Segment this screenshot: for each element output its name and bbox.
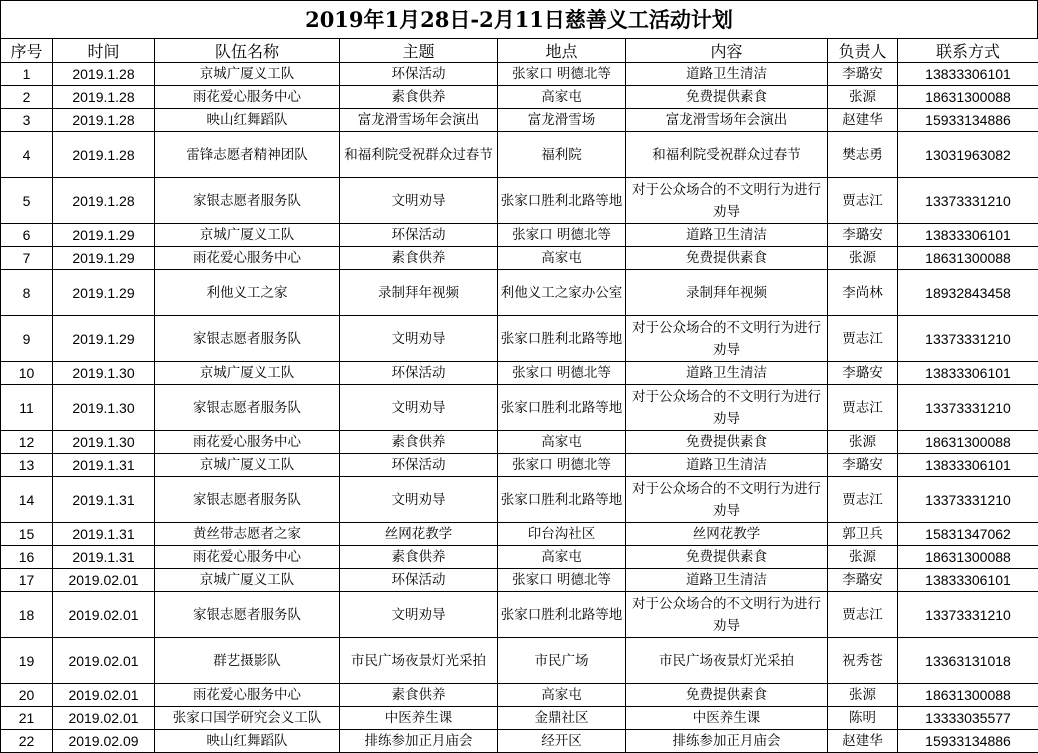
cell-no: 18 [1,592,53,638]
cell-place: 利他义工之家办公室 [498,270,626,316]
cell-content: 市民广场夜景灯光采拍 [626,638,828,684]
cell-content: 丝网花教学 [626,523,828,546]
cell-place: 经开区 [498,730,626,753]
cell-theme: 录制拜年视频 [340,270,498,316]
table-row [1,247,1038,270]
cell-content: 和福利院受祝群众过春节 [626,132,828,178]
cell-theme: 素食供养 [340,86,498,109]
cell-date: 2019.1.30 [53,362,155,385]
table-row [1,431,1038,454]
cell-content: 对于公众场合的不文明行为进行劝导 [626,178,828,224]
cell-place: 富龙滑雪场 [498,109,626,132]
cell-theme: 文明劝导 [340,385,498,431]
cell-place: 高家屯 [498,684,626,707]
cell-team: 雨花爱心服务中心 [155,684,340,707]
cell-content: 对于公众场合的不文明行为进行劝导 [626,477,828,523]
cell-leader: 赵建华 [828,109,898,132]
cell-content: 免费提供素食 [626,684,828,707]
cell-content: 对于公众场合的不文明行为进行劝导 [626,316,828,362]
cell-no: 1 [1,63,53,86]
cell-leader: 张源 [828,546,898,569]
cell-phone: 13833306101 [898,63,1038,86]
cell-place: 高家屯 [498,546,626,569]
cell-date: 2019.02.01 [53,569,155,592]
cell-team: 群艺摄影队 [155,638,340,684]
cell-no: 11 [1,385,53,431]
cell-place: 金鼎社区 [498,707,626,730]
cell-phone: 15933134886 [898,730,1038,753]
cell-place: 张家口 明德北等 [498,569,626,592]
cell-content: 对于公众场合的不文明行为进行劝导 [626,592,828,638]
sheet-title: 2019年1月28日-2月11日慈善义工活动计划 [0,0,1038,38]
cell-leader: 贾志江 [828,178,898,224]
table-row [1,316,1038,362]
cell-place: 市民广场 [498,638,626,684]
table-row [1,86,1038,109]
cell-phone: 18631300088 [898,86,1038,109]
cell-leader: 贾志江 [828,592,898,638]
cell-theme: 素食供养 [340,684,498,707]
cell-leader: 李璐安 [828,454,898,477]
cell-place: 张家口 明德北等 [498,224,626,247]
cell-theme: 素食供养 [340,546,498,569]
cell-leader: 樊志勇 [828,132,898,178]
cell-content: 道路卫生清洁 [626,224,828,247]
cell-theme: 排练参加正月庙会 [340,730,498,753]
cell-content: 道路卫生清洁 [626,569,828,592]
table-body [1,63,1038,753]
cell-leader: 贾志江 [828,477,898,523]
cell-no: 19 [1,638,53,684]
cell-theme: 富龙滑雪场年会演出 [340,109,498,132]
cell-place: 张家口胜利北路等地 [498,592,626,638]
table-row [1,178,1038,224]
cell-theme: 素食供养 [340,247,498,270]
cell-place: 张家口 明德北等 [498,454,626,477]
cell-no: 9 [1,316,53,362]
cell-date: 2019.02.01 [53,707,155,730]
header-team: 队伍名称 [155,39,340,63]
header-leader: 负责人 [828,39,898,63]
cell-theme: 文明劝导 [340,477,498,523]
cell-phone: 13833306101 [898,224,1038,247]
cell-date: 2019.1.31 [53,546,155,569]
cell-team: 京城广厦义工队 [155,63,340,86]
cell-team: 雨花爱心服务中心 [155,546,340,569]
cell-place: 张家口胜利北路等地 [498,385,626,431]
table-row [1,270,1038,316]
cell-place: 高家屯 [498,247,626,270]
cell-date: 2019.1.29 [53,247,155,270]
cell-team: 京城广厦义工队 [155,454,340,477]
cell-phone: 15933134886 [898,109,1038,132]
header-row [1,39,1038,63]
cell-phone: 13031963082 [898,132,1038,178]
table-row [1,63,1038,86]
cell-place: 张家口胜利北路等地 [498,477,626,523]
cell-no: 4 [1,132,53,178]
cell-leader: 陈明 [828,707,898,730]
cell-date: 2019.1.28 [53,63,155,86]
cell-no: 21 [1,707,53,730]
cell-no: 22 [1,730,53,753]
cell-place: 高家屯 [498,86,626,109]
cell-team: 京城广厦义工队 [155,224,340,247]
header-phone: 联系方式 [898,39,1038,63]
cell-theme: 中医养生课 [340,707,498,730]
cell-team: 雨花爱心服务中心 [155,431,340,454]
table-row [1,132,1038,178]
cell-leader: 郭卫兵 [828,523,898,546]
cell-theme: 文明劝导 [340,178,498,224]
cell-theme: 素食供养 [340,431,498,454]
cell-place: 印台沟社区 [498,523,626,546]
cell-phone: 13373331210 [898,178,1038,224]
cell-phone: 18631300088 [898,431,1038,454]
cell-date: 2019.1.28 [53,109,155,132]
cell-team: 家银志愿者服务队 [155,385,340,431]
cell-date: 2019.1.29 [53,316,155,362]
table-row [1,546,1038,569]
header-content: 内容 [626,39,828,63]
cell-content: 免费提供素食 [626,247,828,270]
table-row [1,454,1038,477]
cell-team: 利他义工之家 [155,270,340,316]
cell-team: 雨花爱心服务中心 [155,247,340,270]
cell-leader: 贾志江 [828,316,898,362]
cell-content: 对于公众场合的不文明行为进行劝导 [626,385,828,431]
cell-theme: 市民广场夜景灯光采拍 [340,638,498,684]
cell-date: 2019.02.09 [53,730,155,753]
cell-theme: 和福利院受祝群众过春节 [340,132,498,178]
cell-date: 2019.1.31 [53,454,155,477]
cell-place: 张家口 明德北等 [498,63,626,86]
cell-place: 张家口胜利北路等地 [498,316,626,362]
cell-leader: 李璐安 [828,569,898,592]
cell-leader: 李璐安 [828,362,898,385]
cell-no: 16 [1,546,53,569]
cell-theme: 文明劝导 [340,592,498,638]
cell-date: 2019.1.28 [53,132,155,178]
cell-phone: 18932843458 [898,270,1038,316]
cell-content: 免费提供素食 [626,431,828,454]
cell-team: 黄丝带志愿者之家 [155,523,340,546]
cell-no: 13 [1,454,53,477]
table-row [1,224,1038,247]
cell-team: 映山红舞蹈队 [155,109,340,132]
cell-date: 2019.1.28 [53,178,155,224]
cell-team: 家银志愿者服务队 [155,178,340,224]
table-row [1,684,1038,707]
cell-phone: 13373331210 [898,316,1038,362]
cell-date: 2019.1.30 [53,385,155,431]
cell-team: 京城广厦义工队 [155,569,340,592]
cell-leader: 张源 [828,684,898,707]
header-no: 序号 [1,39,53,63]
cell-content: 道路卫生清洁 [626,63,828,86]
cell-date: 2019.1.28 [53,86,155,109]
table-row [1,109,1038,132]
cell-no: 17 [1,569,53,592]
header-date: 时间 [53,39,155,63]
table-row [1,707,1038,730]
cell-phone: 13833306101 [898,569,1038,592]
cell-date: 2019.02.01 [53,638,155,684]
cell-team: 雨花爱心服务中心 [155,86,340,109]
table-row [1,362,1038,385]
cell-team: 家银志愿者服务队 [155,316,340,362]
cell-team: 映山红舞蹈队 [155,730,340,753]
cell-date: 2019.02.01 [53,592,155,638]
cell-content: 道路卫生清洁 [626,454,828,477]
cell-phone: 13833306101 [898,362,1038,385]
cell-phone: 13373331210 [898,385,1038,431]
cell-team: 京城广厦义工队 [155,362,340,385]
cell-team: 家银志愿者服务队 [155,592,340,638]
cell-content: 排练参加正月庙会 [626,730,828,753]
cell-no: 5 [1,178,53,224]
cell-phone: 13833306101 [898,454,1038,477]
cell-team: 张家口国学研究会义工队 [155,707,340,730]
cell-team: 雷锋志愿者精神团队 [155,132,340,178]
cell-phone: 18631300088 [898,684,1038,707]
cell-phone: 18631300088 [898,546,1038,569]
table-row [1,385,1038,431]
cell-theme: 丝网花教学 [340,523,498,546]
cell-no: 20 [1,684,53,707]
cell-content: 道路卫生清洁 [626,362,828,385]
cell-theme: 环保活动 [340,224,498,247]
cell-leader: 张源 [828,431,898,454]
cell-leader: 张源 [828,86,898,109]
cell-place: 高家屯 [498,431,626,454]
cell-no: 6 [1,224,53,247]
cell-date: 2019.1.30 [53,431,155,454]
table-row [1,730,1038,753]
cell-no: 10 [1,362,53,385]
cell-place: 张家口 明德北等 [498,362,626,385]
cell-no: 2 [1,86,53,109]
table-row [1,569,1038,592]
cell-content: 免费提供素食 [626,86,828,109]
table-row [1,638,1038,684]
cell-phone: 15831347062 [898,523,1038,546]
cell-phone: 13373331210 [898,592,1038,638]
cell-no: 15 [1,523,53,546]
cell-date: 2019.1.29 [53,270,155,316]
cell-phone: 18631300088 [898,247,1038,270]
cell-no: 12 [1,431,53,454]
cell-content: 中医养生课 [626,707,828,730]
header-place: 地点 [498,39,626,63]
cell-place: 张家口胜利北路等地 [498,178,626,224]
cell-no: 14 [1,477,53,523]
cell-leader: 贾志江 [828,385,898,431]
cell-leader: 李璐安 [828,63,898,86]
cell-date: 2019.1.31 [53,523,155,546]
table-row [1,592,1038,638]
header-theme: 主题 [340,39,498,63]
cell-theme: 环保活动 [340,362,498,385]
cell-no: 3 [1,109,53,132]
cell-date: 2019.02.01 [53,684,155,707]
cell-leader: 李尚林 [828,270,898,316]
cell-content: 富龙滑雪场年会演出 [626,109,828,132]
cell-theme: 环保活动 [340,454,498,477]
activity-table [0,38,1038,753]
cell-theme: 环保活动 [340,63,498,86]
cell-phone: 13333035577 [898,707,1038,730]
cell-content: 免费提供素食 [626,546,828,569]
cell-date: 2019.1.29 [53,224,155,247]
cell-team: 家银志愿者服务队 [155,477,340,523]
cell-leader: 张源 [828,247,898,270]
cell-no: 7 [1,247,53,270]
cell-leader: 祝秀苍 [828,638,898,684]
table-row [1,523,1038,546]
cell-content: 录制拜年视频 [626,270,828,316]
cell-date: 2019.1.31 [53,477,155,523]
cell-phone: 13373331210 [898,477,1038,523]
cell-leader: 李璐安 [828,224,898,247]
cell-place: 福利院 [498,132,626,178]
cell-leader: 赵建华 [828,730,898,753]
cell-phone: 13363131018 [898,638,1038,684]
table-row [1,477,1038,523]
cell-theme: 文明劝导 [340,316,498,362]
cell-no: 8 [1,270,53,316]
cell-theme: 环保活动 [340,569,498,592]
